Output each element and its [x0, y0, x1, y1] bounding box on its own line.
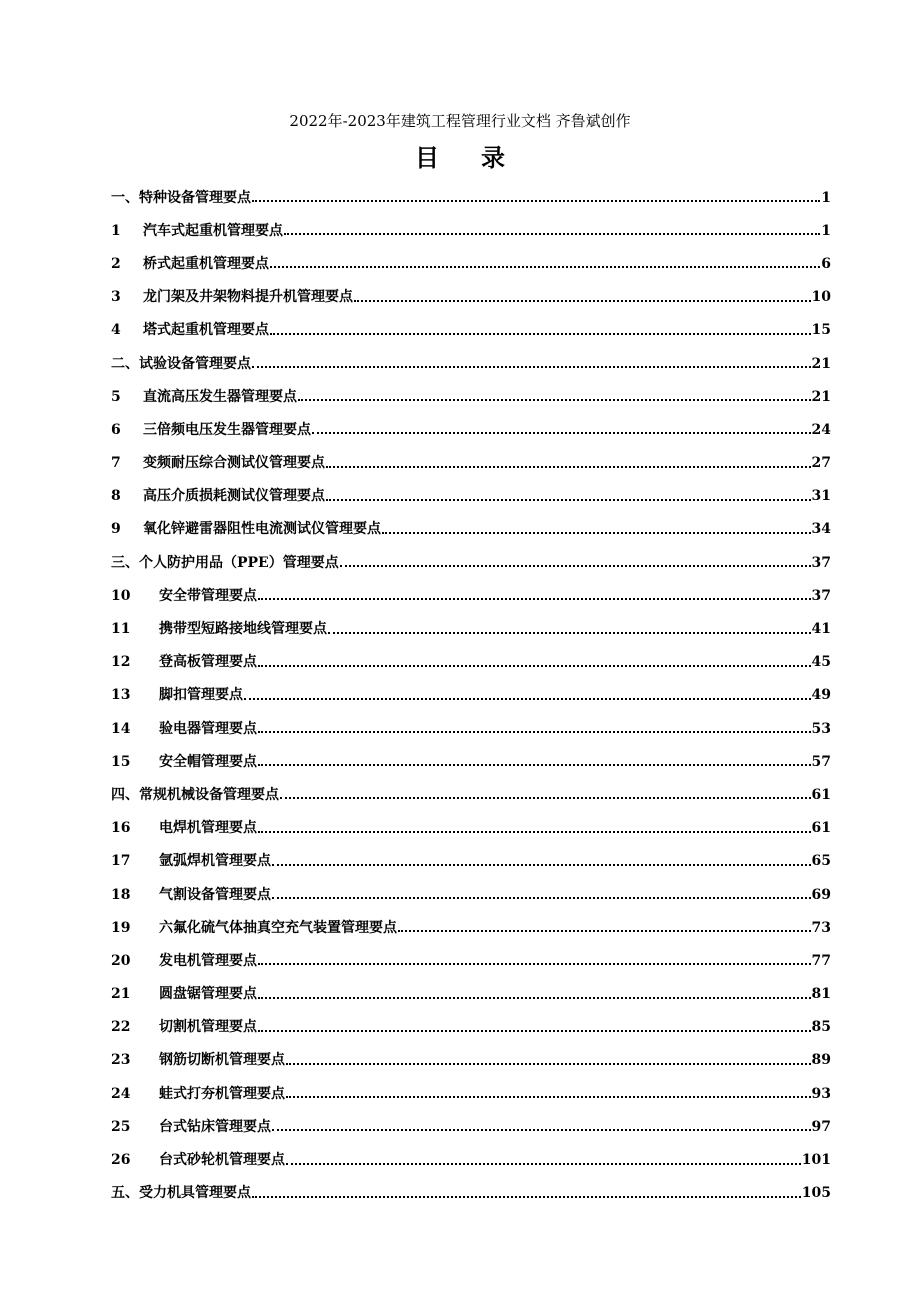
toc-entry-page: 57	[811, 753, 831, 770]
toc-entry-number: 13	[111, 687, 131, 704]
toc-dot-leader	[252, 1195, 801, 1198]
toc-dot-leader	[286, 1095, 811, 1098]
toc-entry-page: 21	[811, 355, 831, 372]
toc-entry[interactable]	[111, 1077, 831, 1110]
toc-entry-title: 台式钻床管理要点	[159, 1118, 271, 1135]
toc-dot-leader	[340, 564, 811, 567]
toc-entry-number: 26	[111, 1152, 131, 1169]
toc-title-char-2: 录	[481, 144, 505, 172]
toc-dot-leader	[244, 697, 811, 700]
toc-entry-page: 85	[811, 1019, 831, 1036]
toc-entry-title: 登高板管理要点	[159, 654, 257, 671]
toc-entry-number: 15	[111, 753, 131, 770]
toc-entry-page: 21	[811, 388, 831, 405]
toc-entry-number: 4	[111, 322, 121, 339]
toc-entry-page: 31	[811, 488, 831, 505]
toc-entry-number: 2	[111, 255, 121, 272]
toc-entry-number: 12	[111, 654, 131, 671]
toc-entry-title: 脚扣管理要点	[159, 687, 243, 704]
toc-entry[interactable]	[111, 480, 831, 513]
toc-entry[interactable]	[111, 413, 831, 446]
toc-entry-page: 45	[811, 654, 831, 671]
toc-dot-leader	[258, 996, 811, 999]
toc-entry[interactable]	[111, 1110, 831, 1143]
toc-dot-leader	[258, 763, 811, 766]
page-header: 2022年-2023年建筑工程管理行业文档 齐鲁斌创作	[289, 112, 631, 130]
toc-dot-leader	[258, 730, 811, 733]
toc-entry-page: 101	[801, 1152, 831, 1169]
toc-entry-page: 34	[811, 521, 831, 538]
toc-entry-page: 37	[811, 554, 831, 571]
toc-entry-number: 10	[111, 587, 131, 604]
toc-entry-title: 安全带管理要点	[159, 587, 257, 604]
toc-entry-page: 41	[811, 621, 831, 638]
toc-entry-title: 安全帽管理要点	[159, 753, 257, 770]
toc-entry-page: 77	[811, 952, 831, 969]
toc-dot-leader	[354, 299, 811, 302]
toc-dot-leader	[258, 1029, 811, 1032]
toc-title	[0, 143, 920, 173]
toc-entry[interactable]	[111, 579, 831, 612]
toc-dot-leader	[272, 1128, 811, 1131]
toc-entry-number: 17	[111, 853, 131, 870]
toc-entry[interactable]	[111, 646, 831, 679]
toc-dot-leader	[326, 498, 811, 501]
toc-entry-number: 21	[111, 986, 131, 1003]
toc-entry-title: 氩弧焊机管理要点	[159, 853, 271, 870]
toc-dot-leader	[286, 1062, 811, 1065]
toc-entry-number: 22	[111, 1019, 131, 1036]
toc-entry-title: 一、特种设备管理要点	[111, 189, 251, 206]
table-of-contents	[111, 181, 831, 1210]
toc-entry-title: 龙门架及井架物料提升机管理要点	[143, 289, 353, 306]
toc-entry-page: 81	[811, 986, 831, 1003]
toc-entry-number: 8	[111, 488, 121, 505]
toc-entry[interactable]	[111, 447, 831, 480]
toc-entry[interactable]	[111, 679, 831, 712]
toc-entry[interactable]	[111, 247, 831, 280]
toc-entry-title: 三、个人防护用品（PPE）管理要点	[111, 554, 339, 571]
toc-entry-number: 18	[111, 886, 131, 903]
toc-entry-page: 49	[811, 687, 831, 704]
toc-title-char-1: 目	[415, 144, 439, 172]
toc-dot-leader	[258, 962, 811, 965]
toc-entry[interactable]	[111, 214, 831, 247]
toc-entry-title: 验电器管理要点	[159, 720, 257, 737]
toc-entry-title: 四、常规机械设备管理要点	[111, 786, 279, 803]
toc-dot-leader	[298, 398, 811, 401]
toc-dot-leader	[312, 431, 811, 434]
toc-entry[interactable]	[111, 878, 831, 911]
toc-entry[interactable]	[111, 1143, 831, 1176]
toc-entry-number: 1	[111, 222, 121, 239]
toc-dot-leader	[280, 796, 811, 799]
toc-entry-title: 氧化锌避雷器阻性电流测试仪管理要点	[143, 521, 381, 538]
toc-entry-title: 塔式起重机管理要点	[143, 322, 269, 339]
toc-dot-leader	[272, 863, 811, 866]
toc-entry-title: 三倍频电压发生器管理要点	[143, 421, 311, 438]
toc-entry-title: 蛙式打夯机管理要点	[159, 1085, 285, 1102]
toc-entry[interactable]	[111, 546, 831, 579]
toc-entry[interactable]	[111, 845, 831, 878]
toc-entry[interactable]	[111, 712, 831, 745]
toc-entry[interactable]	[111, 513, 831, 546]
toc-entry[interactable]	[111, 380, 831, 413]
toc-entry-page: 53	[811, 720, 831, 737]
toc-dot-leader	[284, 232, 820, 235]
toc-entry[interactable]	[111, 944, 831, 977]
toc-entry-number: 20	[111, 952, 131, 969]
toc-entry[interactable]	[111, 347, 831, 380]
toc-entry-number: 23	[111, 1052, 131, 1069]
toc-entry-number: 19	[111, 919, 131, 936]
toc-entry-title: 携带型短路接地线管理要点	[159, 621, 327, 638]
toc-entry-title: 电焊机管理要点	[159, 820, 257, 837]
toc-entry-number: 14	[111, 720, 131, 737]
toc-dot-leader	[258, 664, 811, 667]
toc-dot-leader	[382, 531, 811, 534]
toc-dot-leader	[270, 332, 811, 335]
toc-dot-leader	[286, 1162, 801, 1165]
toc-entry-number: 25	[111, 1118, 131, 1135]
toc-entry[interactable]	[111, 1177, 831, 1210]
toc-entry-page: 93	[811, 1085, 831, 1102]
toc-entry-title: 发电机管理要点	[159, 952, 257, 969]
toc-entry-title: 汽车式起重机管理要点	[143, 222, 283, 239]
toc-entry[interactable]	[111, 612, 831, 645]
toc-entry-page: 15	[811, 322, 831, 339]
toc-entry-page: 61	[811, 786, 831, 803]
toc-entry-title: 圆盘锯管理要点	[159, 986, 257, 1003]
toc-entry-page: 65	[811, 853, 831, 870]
toc-entry[interactable]	[111, 1044, 831, 1077]
toc-entry[interactable]	[111, 911, 831, 944]
toc-entry-title: 台式砂轮机管理要点	[159, 1152, 285, 1169]
toc-entry[interactable]	[111, 745, 831, 778]
toc-entry-page: 89	[811, 1052, 831, 1069]
toc-entry-number: 3	[111, 289, 121, 306]
toc-entry-page: 6	[821, 255, 831, 272]
toc-entry-number: 9	[111, 521, 121, 538]
toc-entry-title: 桥式起重机管理要点	[143, 255, 269, 272]
toc-entry-page: 105	[801, 1185, 831, 1202]
toc-entry[interactable]	[111, 778, 831, 811]
toc-dot-leader	[258, 830, 811, 833]
toc-dot-leader	[272, 896, 811, 899]
toc-entry-number: 7	[111, 455, 121, 472]
toc-entry-page: 10	[811, 289, 831, 306]
toc-entry-page: 37	[811, 587, 831, 604]
toc-entry-title: 变频耐压综合测试仪管理要点	[143, 455, 325, 472]
toc-entry-page: 69	[811, 886, 831, 903]
toc-entry-title: 切割机管理要点	[159, 1019, 257, 1036]
toc-entry-title: 气割设备管理要点	[159, 886, 271, 903]
toc-dot-leader	[328, 631, 811, 634]
toc-entry[interactable]	[111, 1011, 831, 1044]
toc-entry-page: 24	[811, 421, 831, 438]
toc-entry[interactable]	[111, 812, 831, 845]
toc-entry-page: 1	[821, 189, 831, 206]
toc-entry[interactable]	[111, 281, 831, 314]
toc-entry[interactable]	[111, 181, 831, 214]
toc-entry-title: 五、受力机具管理要点	[111, 1185, 251, 1202]
toc-dot-leader	[258, 597, 811, 600]
toc-entry-number: 11	[111, 621, 131, 638]
toc-entry-title: 钢筋切断机管理要点	[159, 1052, 285, 1069]
toc-entry-number: 5	[111, 388, 121, 405]
toc-entry-number: 16	[111, 820, 131, 837]
toc-entry-number: 6	[111, 421, 121, 438]
toc-entry-page: 1	[821, 222, 831, 239]
toc-entry-page: 97	[811, 1118, 831, 1135]
toc-entry-title: 六氟化硫气体抽真空充气装置管理要点	[159, 919, 397, 936]
toc-entry-title: 二、试验设备管理要点	[111, 355, 251, 372]
toc-dot-leader	[398, 929, 811, 932]
toc-entry-page: 61	[811, 820, 831, 837]
toc-entry-number: 24	[111, 1085, 131, 1102]
toc-entry-page: 73	[811, 919, 831, 936]
toc-entry[interactable]	[111, 314, 831, 347]
toc-entry-title: 高压介质损耗测试仪管理要点	[143, 488, 325, 505]
toc-dot-leader	[270, 265, 820, 268]
toc-entry-title: 直流高压发生器管理要点	[143, 388, 297, 405]
toc-dot-leader	[252, 199, 820, 202]
toc-dot-leader	[252, 365, 811, 368]
toc-entry-page: 27	[811, 455, 831, 472]
toc-entry[interactable]	[111, 978, 831, 1011]
toc-dot-leader	[326, 465, 811, 468]
